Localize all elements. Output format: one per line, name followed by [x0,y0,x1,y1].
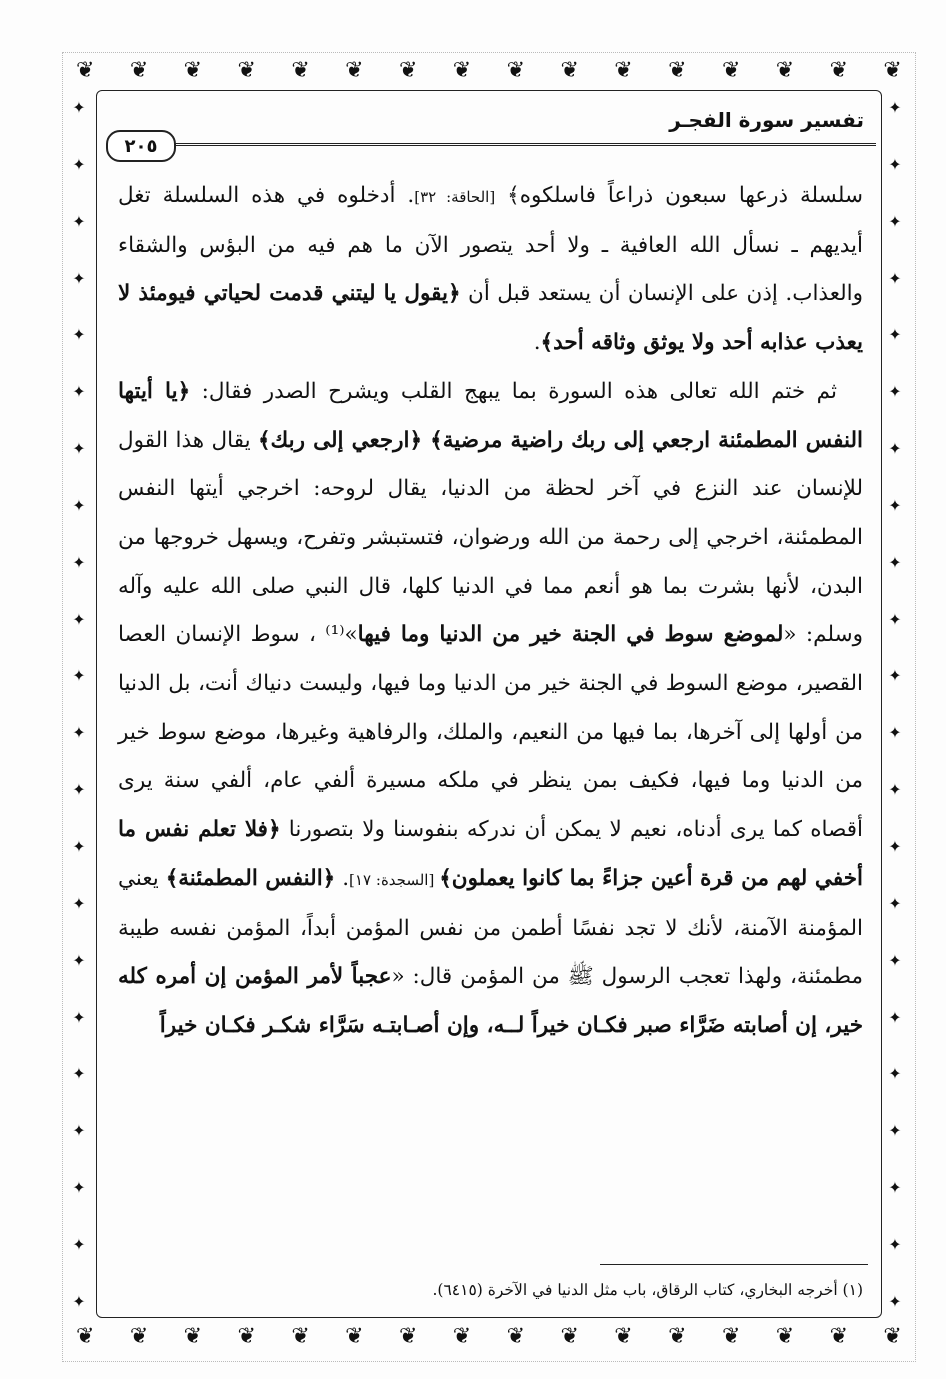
text-run: . [533,330,541,356]
ornament-icon: ✦ [888,439,902,459]
paragraph-2 [118,368,863,1051]
ornament-icon: ❦ [560,1324,579,1349]
quran-verse: ﴿فلا تعلم نفس ما أخفي لهم من قرة أعين جزاءً بما كانوا يعملون﴾ [118,817,863,891]
ornament-icon: ✦ [888,382,902,402]
text-run: . [335,865,350,891]
ornament-icon: ✦ [888,723,902,743]
ornament-icon: ✦ [888,98,902,117]
ornament-icon: ✦ [888,1007,902,1027]
ornament-icon: ✦ [72,1178,86,1198]
text-run: سلسلة ذرعها سبعون ذراعاً فاسلكوه﴾ [495,183,863,208]
text-run: »⁽¹⁾ ، سوط الإنسان العصا القصير، موضع السوط في الجنة خير من الدنيا وما فيها، وليست دنياك أنت، بل الدنيا من أولها إلى آخرها، بما فيها من النعيم، والملك، والرفاهية وغيرها، موضع سوط خير من الدنيا وما فيها، فكيف بمن ينظر في ملكه مسيرة ألفي عام، ألفي سنة يرى أقصاه كما يرى أدناه، نعيم لا يمكن أن ندركه بنفوسنا ولا بتصورنا [118,622,864,843]
ornament-icon: ✦ [888,268,902,288]
ornament-icon: ✦ [888,1121,902,1141]
ornament-icon: ❦ [237,58,256,83]
ornament-icon: ❦ [668,58,687,83]
ornament-icon: ❦ [183,58,203,83]
page-header [100,100,876,160]
ornament-icon: ✦ [72,1064,86,1084]
ornament-icon: ❦ [345,58,364,83]
ornament-icon: ✦ [72,382,86,402]
ornament-icon: ❦ [398,1324,418,1349]
ornament-icon: ❦ [614,1324,633,1349]
ornament-icon: ❦ [668,1324,687,1349]
ornament-icon: ❦ [76,58,95,83]
ornament-icon: ✦ [72,723,86,743]
text-run: يقال هذا القول للإنسان عند النزع في آخر لحظة من الدنيا، يقال لروحه: اخرجي أيتها النفس المطمئنة، اخرجي إلى رحمة من الله ورضوان، فتستبشر وتفرح، ويسهل خروجها من البدن، لأنها بشرت بما هو أنعم مما في الدنيا كلها، قال النبي صلى الله عليه وآله وسلم: « [118,427,863,648]
ornament-icon: ❦ [721,58,741,83]
ornament-icon: ✦ [72,1234,86,1254]
ornament-icon: ✦ [888,495,902,515]
ornament-icon: ✦ [72,439,86,459]
ornament-icon: ✦ [888,211,902,231]
ornament-icon: ✦ [72,98,86,117]
ornament-icon: ✦ [888,325,902,345]
footnote-rule [600,1264,868,1265]
ornament-icon: ✦ [888,552,902,572]
ornament-icon: ❦ [560,58,579,83]
verse-reference: [الحاقة: ٣٢] [414,188,496,206]
ornament-icon: ❦ [76,1324,95,1349]
ornament-icon: ✦ [72,552,86,572]
ornament-icon: ❦ [883,1324,902,1349]
ornament-icon: ✦ [72,268,86,288]
hadith-quote: لموضع سوط في الجنة خير من الدنيا وما فيها [357,622,784,648]
ornament-icon: ✦ [72,1291,86,1311]
ornament-icon: ❦ [345,1324,364,1349]
running-title: تفسير سورة الفجـر [669,108,864,132]
quran-verse: ﴿يقول يا ليتني قدمت لحياتي فيومئذ لا يعذب عذابه أحد ولا يوثق وثاقه أحد﴾ [118,281,863,356]
ornament-icon: ❦ [775,1324,795,1349]
ornament-icon: ✦ [72,495,86,515]
ornament-icon: ❦ [183,1324,203,1349]
ornament-icon: ✦ [888,1234,902,1254]
ornament-icon: ✦ [72,154,86,174]
ornament-icon: ❦ [291,1324,310,1349]
ornament-icon: ✦ [72,609,86,629]
ornament-icon: ❦ [883,58,902,83]
ornament-band-right [880,90,910,1320]
ornament-icon: ✦ [72,666,86,686]
ornament-icon: ❦ [506,1324,526,1349]
ornament-icon: ✦ [888,154,902,174]
text-run: ثم ختم الله تعالى هذه السورة بما يبهج القلب ويشرح الصدر فقال: [190,378,837,404]
ornament-icon: ✦ [888,893,902,913]
ornament-icon: ✦ [888,609,902,629]
ornament-icon: ✦ [72,780,86,800]
ornament-icon: ❦ [452,1324,472,1349]
ornament-icon: ✦ [72,1121,86,1141]
ornament-icon: ❦ [506,58,526,83]
ornament-icon: ❦ [129,1324,149,1349]
ornament-icon: ❦ [829,1324,849,1349]
quran-verse: ﴿يا أيتها النفس المطمئنة ارجعي إلى ربك راضية مرضية﴾ ﴿ارجعي إلى ربك﴾ [118,378,863,453]
ornament-icon: ✦ [888,836,902,856]
verse-reference: [السجدة: ١٧] [349,870,440,889]
ornament-icon: ❦ [721,1324,741,1349]
ornament-icon: ❦ [237,1324,256,1349]
ornament-band-bottom [66,1320,912,1354]
ornament-icon: ❦ [829,58,849,83]
page-number: ٢٠٥ [106,130,176,162]
ornament-icon: ✦ [72,1007,86,1027]
footnote: (١) أخرجه البخاري، كتاب الرقاق، باب مثل الدنيا في الآخرة (٦٤١٥). [432,1281,863,1299]
ornament-icon: ✦ [888,666,902,686]
hadith-quote: عجباً لأمر المؤمن إن أمره كله خير، إن أصابته ضَرَّاء صبر فكـان خيراً لــه، وإن أصـابتـه سَرَّاء شكـر فكـان خيراً [118,964,863,1038]
body-text [118,172,863,1051]
ornament-icon: ✦ [888,1064,902,1084]
header-rule [170,143,876,146]
ornament-icon: ❦ [452,58,472,83]
quran-verse: ﴿النفس المطمئنة﴾ [165,865,336,891]
ornament-icon: ❦ [398,58,418,83]
ornament-band-left [64,90,94,1320]
ornament-icon: ✦ [72,325,86,345]
ornament-band-top [66,54,912,88]
ornament-icon: ✦ [72,950,86,970]
ornament-icon: ❦ [129,58,149,83]
ornament-icon: ✦ [72,211,86,231]
text-run: يعني المؤمنة الآمنة، لأنك لا تجد نفسًا أطمن من نفس المؤمن أبداً، المؤمن نفسه طيبة مطمئنة، ولهذا تعجب الرسول ﷺ من المؤمن قال: « [118,865,864,990]
ornament-icon: ✦ [888,950,902,970]
ornament-icon: ✦ [888,1291,902,1311]
ornament-icon: ❦ [614,58,633,83]
ornament-icon: ❦ [291,58,310,83]
ornament-icon: ✦ [72,836,86,856]
ornament-icon: ✦ [72,893,86,913]
ornament-icon: ✦ [888,780,902,800]
text-run: . أدخلوه في هذه السلسلة تغل أيديهم ـ نسأل الله العافية ـ ولا أحد يتصور الآن ما هم فيه من البؤس والشقاء والعذاب. إذن على الإنسان أن يستعد قبل أن [118,183,863,307]
paragraph-1 [118,172,863,368]
ornament-icon: ❦ [775,58,795,83]
ornament-icon: ✦ [888,1178,902,1198]
